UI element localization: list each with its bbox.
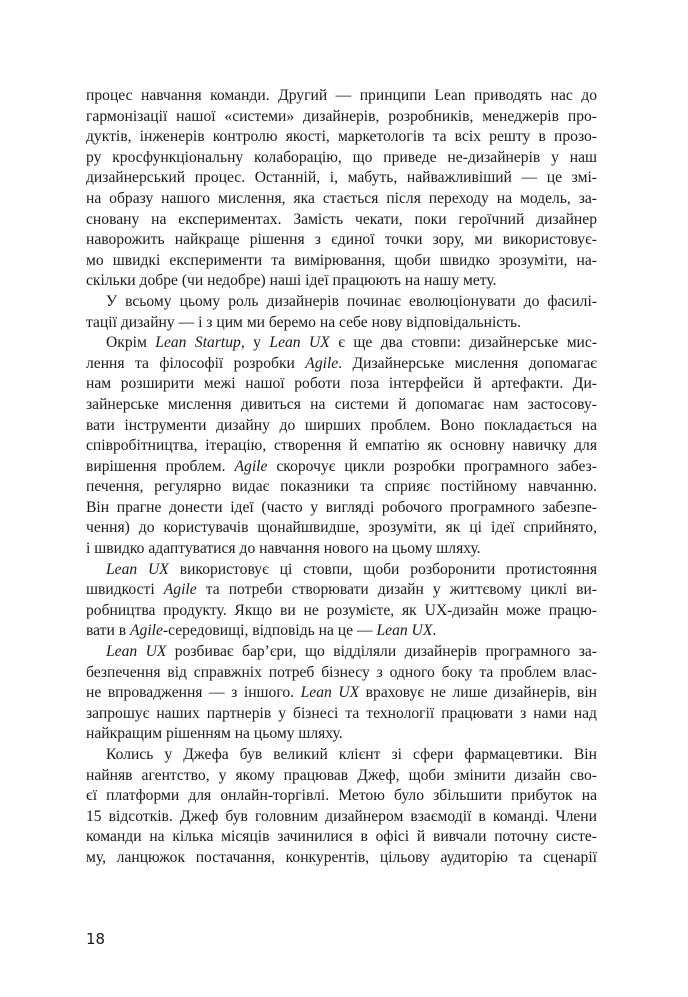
text-line: швидкості Agile та потреби створювати дизайн у життєвому циклі ви- [86, 581, 597, 599]
text-line: лення та філософії розробки Agile. Дизайнерське мислення допомагає [86, 354, 597, 372]
paragraph [86, 560, 597, 642]
body-text [86, 86, 597, 869]
paragraph [86, 86, 597, 292]
text-line: наворожить найкраще рішення з єдиної точки зору, ми використовує- [86, 231, 597, 249]
text-line: Колись у Джефа був великий клієнт зі сфери фармацевтики. Він [106, 746, 597, 763]
text-line: робництва продукту. Якщо ви не розумієте, як UX-дизайн може працю- [86, 601, 597, 619]
text-line: скільки добре (чи недобре) наші ідеї працюють на нашу мету. [86, 272, 497, 290]
text-line: процес навчання команди. Другий — принципи Lean приводять нас до [86, 87, 597, 104]
text-line: тації дизайну — і з цим ми беремо на себе нову відповідальність. [86, 313, 522, 331]
text-line: вирішення проблем. Agile скорочує цикли розробки програмного забез- [86, 457, 597, 475]
page-number: 18 [86, 930, 106, 948]
text-line: вати в Agile-середовищі, відповідь на це — Lean UX. [86, 622, 437, 640]
text-line: дизайнерський процес. Останній, і, мабуть, найважливіший — це змі- [86, 169, 597, 187]
text-line: співробітництва, ітерацію, створення й емпатію як основну навичку для [86, 437, 597, 455]
text-line: гармонізації нашої «системи» дизайнерів, розробників, менеджерів про- [86, 107, 597, 125]
paragraph [86, 745, 597, 869]
text-line: Він прагне донести ідеї (часто у вигляді робочого програмного забезпе- [86, 498, 597, 516]
text-line: сновану на експериментах. Замість чекати, поки героїчний дизайнер [86, 210, 597, 228]
text-line: і швидко адаптуватися до навчання нового на цьому шляху. [86, 540, 481, 558]
text-line: вати інструменти дизайну до ширших проблем. Воно покладається на [86, 416, 597, 434]
text-line: печення, регулярно видає показники та сприяє постійному навчанню. [86, 478, 597, 496]
text-line: зайнерське мислення дивиться на системи й допомагає нам застосову- [86, 395, 597, 413]
text-line: дуктів, інженерів контролю якості, маркетологів та всіх решту в прозо- [86, 128, 597, 146]
text-line: безпечення від справжніх потреб бізнесу з одного боку та проблем влас- [86, 663, 597, 681]
text-line: команди на кілька місяців зачинилися в офісі й вивчали поточну систе- [86, 828, 597, 846]
paragraph [86, 292, 597, 333]
text-line: не впровадження — з іншого. Lean UX враховує не лише дизайнерів, він [86, 684, 597, 702]
text-line: єї платформи для онлайн-торгівлі. Метою було збільшити прибуток на [86, 787, 597, 805]
paragraph [86, 333, 597, 560]
text-line: У всьому цьому роль дизайнерів починає еволюціонувати до фасилі- [106, 292, 597, 310]
text-line: на образу нашого мислення, яка стається після переходу на модель, за- [86, 189, 597, 207]
text-line: найняв агентство, у якому працював Джеф, щоби змінити дизайн сво- [86, 766, 597, 784]
text-line: Lean UX використовує ці стовпи, щоби розборонити протистояння [106, 560, 597, 578]
paragraph [86, 642, 597, 745]
text-line: Окрім Lean Startup, у Lean UX є ще два стовпи: дизайнерське мис- [106, 334, 598, 352]
text-line: запрошує наших партнерів у бізнесі та технології працювати з нами над [86, 704, 597, 722]
text-line: 15 відсотків. Джеф був головним дизайнером взаємодії в команді. Члени [86, 807, 597, 825]
text-line: мо швидкі експерименти та вимірювання, щоби швидко зрозуміти, на- [86, 251, 597, 269]
text-line: ру кросфункціональну колаборацію, що приведе не-дизайнерів у наш [86, 148, 597, 166]
text-line: нам розширити межі нашої роботи поза інтерфейси й артефакти. Ди- [86, 375, 597, 393]
text-line: чення) до користувачів щонайшвидше, зрозуміти, як ці ідеї сприйнято, [86, 519, 597, 537]
text-line: Lean UX розбиває бар’єри, що відділяли дизайнерів програмного за- [106, 643, 598, 661]
text-line: найкращим рішенням на цьому шляху. [86, 725, 343, 743]
text-line: му, ланцюжок постачання, конкурентів, цільову аудиторію та сценарії [86, 848, 597, 866]
